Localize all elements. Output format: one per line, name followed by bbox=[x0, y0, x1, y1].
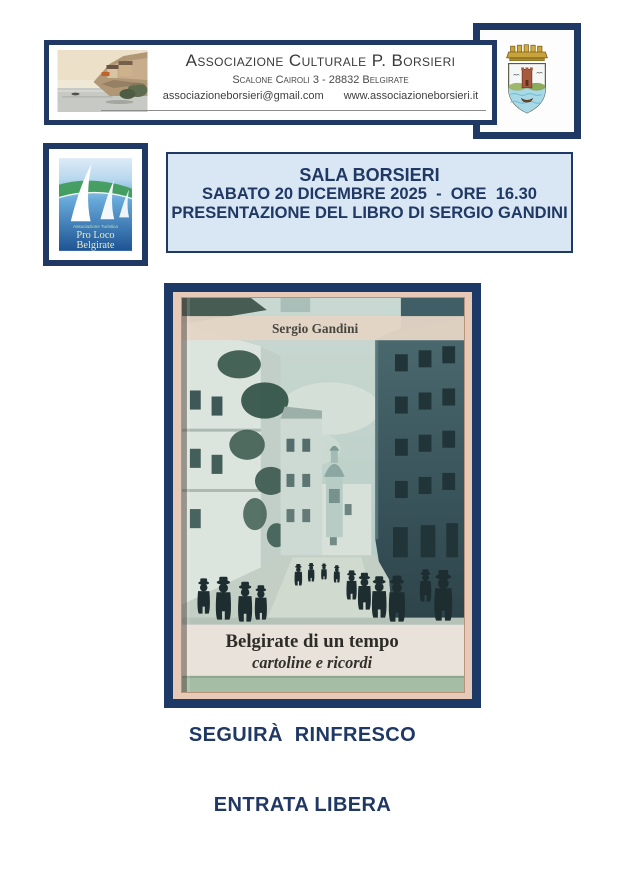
association-name: Associazione Culturale P. Borsieri bbox=[185, 51, 456, 70]
vintage-street-photo-illustration bbox=[182, 298, 464, 692]
belgirate-coat-of-arms-icon bbox=[498, 39, 556, 123]
book-author: Sergio Gandini bbox=[272, 321, 359, 337]
proloco-name-line2: Belgirate bbox=[76, 239, 115, 251]
footer-rinfresco: SEGUIRÀ RINFRESCO bbox=[188, 724, 417, 746]
proloco-belgirate-logo-icon bbox=[59, 158, 132, 251]
book-subtitle: cartoline e ricordi bbox=[252, 652, 373, 672]
book-cover-frame bbox=[164, 283, 481, 708]
association-email: associazioneborsieri@gmail.com bbox=[162, 90, 324, 102]
lakeside-painting-icon bbox=[57, 50, 148, 112]
book-cover-mat bbox=[173, 292, 472, 699]
footer-entrata-libera: ENTRATA LIBERA bbox=[213, 794, 392, 816]
event-venue: SALA BORSIERI bbox=[299, 165, 440, 185]
proloco-name-line1: Pro Loco bbox=[76, 230, 115, 242]
proloco-small-label: Associazione Turistica bbox=[73, 224, 118, 230]
header-underline bbox=[101, 110, 486, 111]
event-title: PRESENTAZIONE DEL LIBRO DI SERGIO GANDINI bbox=[171, 203, 568, 222]
association-address: Scalone Cairoli 3 - 28832 Belgirate bbox=[232, 74, 409, 86]
book-title: Belgirate di un tempo bbox=[225, 630, 399, 652]
event-box bbox=[166, 152, 573, 253]
association-contacts bbox=[151, 90, 490, 102]
association-website: www.associazioneborsieri.it bbox=[343, 90, 479, 102]
event-datetime: SABATO 20 DICEMBRE 2025 - ORE 16.30 bbox=[201, 185, 537, 204]
header-text bbox=[151, 51, 490, 102]
header-box bbox=[44, 40, 497, 125]
book-cover-photo bbox=[181, 297, 465, 693]
proloco-box bbox=[43, 143, 148, 266]
